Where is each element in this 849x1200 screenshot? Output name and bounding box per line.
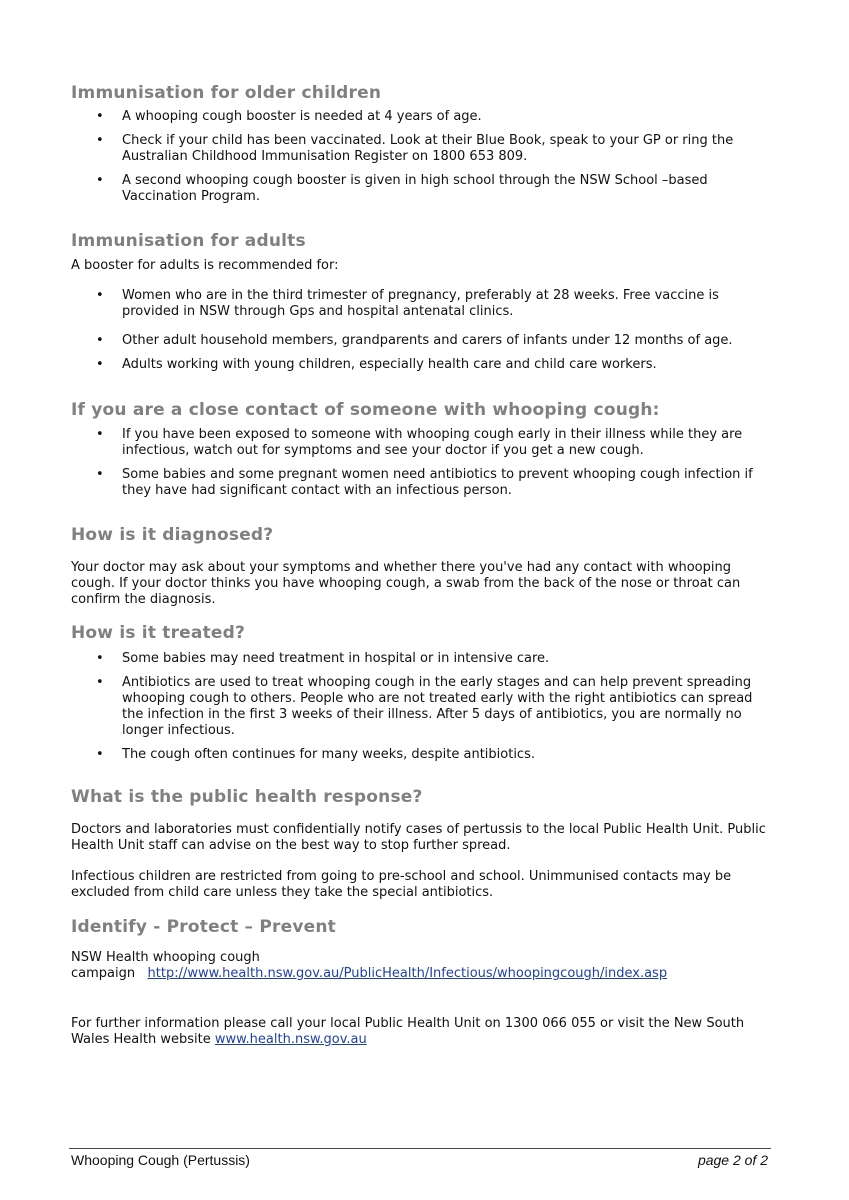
list-item: • If you have been exposed to someone with whooping cough early in their illness while they are infectious, watch out for symptoms and see your doctor if you get a new cough.	[96, 427, 743, 458]
heading-adults: Immunisation for adults	[71, 231, 306, 251]
list-close-contact	[71, 427, 771, 499]
heading-identify: Identify - Protect – Prevent	[71, 917, 336, 937]
section-identify	[71, 916, 771, 1048]
further-info-text: For further information please call your local Public Health Unit on 1300 066 055 or visit the New South Wales Health website	[71, 1016, 745, 1047]
bullet-icon: •	[96, 747, 104, 762]
adults-intro: A booster for adults is recommended for:	[71, 258, 339, 273]
list-item: • Some babies and some pregnant women need antibiotics to prevent whooping cough infection if they have had significant contact with an infectious person.	[96, 467, 753, 498]
heading-close-contact: If you are a close contact of someone with whooping cough:	[71, 400, 660, 420]
further-info	[71, 1016, 771, 1048]
list-item: • Check if your child has been vaccinated. Look at their Blue Book, speak to your GP or ring the Australian Childhood Immunisation Register on 1800 653 809.	[96, 133, 734, 164]
website-link[interactable]: www.health.nsw.gov.au	[214, 1032, 367, 1047]
footer-divider	[69, 1148, 771, 1149]
section-treated	[71, 622, 771, 763]
bullet-icon: •	[96, 109, 104, 124]
list-treated	[71, 651, 771, 763]
list-adults	[71, 288, 771, 373]
section-public-health	[71, 786, 771, 901]
section-older-children	[71, 82, 771, 205]
list-item: • A second whooping cough booster is given in high school through the NSW School –based Vaccination Program.	[96, 173, 708, 204]
section-close-contact	[71, 399, 771, 499]
list-item: • Other adult household members, grandparents and carers of infants under 12 months of age.	[96, 333, 733, 348]
bullet-icon: •	[96, 467, 104, 482]
list-item: • Antibiotics are used to treat whooping cough in the early stages and can help prevent spreading whooping cough to others. People who are not treated early with the right antibiotics can spread the infection in the first 3 weeks of their illness. After 5 days of antibiotics, you are normally no longer infectious.	[96, 675, 753, 738]
bullet-icon: •	[96, 357, 104, 372]
list-item: • Some babies may need treatment in hospital or in intensive care.	[96, 651, 550, 666]
list-item: • A whooping cough booster is needed at 4 years of age.	[96, 109, 482, 124]
list-older-children	[71, 109, 771, 205]
public-health-para-1: Doctors and laboratories must confidentially notify cases of pertussis to the local Public Health Unit. Public Health Unit staff can advise on the best way to stop further spread.	[71, 822, 766, 853]
section-diagnosed	[71, 524, 771, 608]
footer-title: Whooping Cough (Pertussis)	[71, 1152, 250, 1168]
heading-diagnosed: How is it diagnosed?	[71, 525, 274, 545]
section-adults	[71, 230, 771, 373]
footer-page-number: page 2 of 2	[697, 1152, 768, 1168]
campaign-line-1: NSW Health whooping cough	[71, 950, 260, 965]
bullet-icon: •	[96, 173, 104, 188]
list-item: • The cough often continues for many weeks, despite antibiotics.	[96, 747, 535, 762]
campaign-label: campaign	[71, 966, 136, 981]
campaign-line-2	[71, 966, 771, 982]
campaign-link[interactable]: http://www.health.nsw.gov.au/PublicHealth/Infectious/whoopingcough/index.asp	[147, 966, 668, 981]
bullet-icon: •	[96, 651, 104, 666]
diagnosed-body: Your doctor may ask about your symptoms and whether there you've had any contact with whooping cough. If your doctor thinks you have whooping cough, a swab from the back of the nose or throat can confirm the diagnosis.	[71, 560, 741, 607]
bullet-icon: •	[96, 333, 104, 348]
heading-treated: How is it treated?	[71, 623, 246, 643]
heading-public-health: What is the public health response?	[71, 787, 423, 807]
bullet-icon: •	[96, 675, 104, 690]
bullet-icon: •	[96, 427, 104, 442]
bullet-icon: •	[96, 288, 104, 303]
public-health-para-2: Infectious children are restricted from going to pre-school and school. Unimmunised contacts may be excluded from child care unless they take the special antibiotics.	[71, 869, 732, 900]
heading-older-children: Immunisation for older children	[71, 83, 382, 103]
bullet-icon: •	[96, 133, 104, 148]
list-item: • Adults working with young children, especially health care and child care workers.	[96, 357, 657, 372]
list-item: • Women who are in the third trimester of pregnancy, preferably at 28 weeks. Free vaccine is provided in NSW through Gps and hospital antenatal clinics.	[96, 288, 719, 319]
